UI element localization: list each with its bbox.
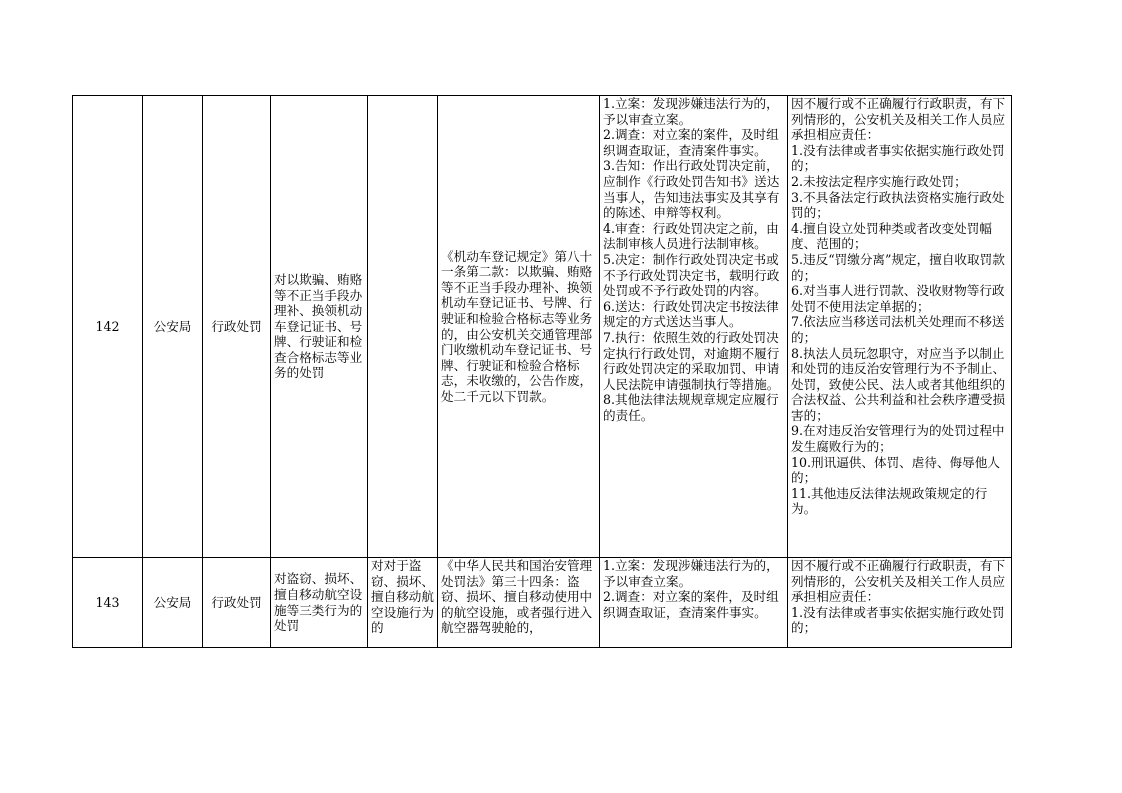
liability-item: 1.没有法律或者事实依据实施行政处罚的； (791, 142, 1005, 174)
liability-item: 4.擅自设立处罚种类或者改变处罚幅度、范围的； (791, 220, 992, 252)
sub-item-text: 对对于盗窃、损坏、擅自移动航空设施行为的 (371, 558, 434, 636)
process-step: 8.其他法律法规规章规定应履行的责任。 (603, 392, 779, 423)
liability-item: 8.执法人员玩忽职守，对应当予以制止和处罚的违反治安管理行为不予制止、处罚，致使公民、法人或者其他组织的合法权益、公共利益和社会秩序遭受损害的； (791, 345, 1006, 423)
legal-basis-text: 《中华人民共和国治安管理处罚法》第三十四条：盗窃、损坏、擅自移动使用中的航空设施，或者强行进入航空器驾驶舱的， (441, 558, 593, 636)
liability-item: 因不履行或不正确履行行政职责，有下列情形的，公安机关及相关工作人员应承担相应责任： (791, 558, 1006, 605)
process-step: 7.执行：依照生效的行政处罚决定执行行政处罚，对逾期不履行行政处罚决定的采取加罚、申请人民法院申请强制执行等措施。 (603, 329, 780, 392)
sub-item-cell (368, 558, 438, 648)
process-cell (600, 96, 788, 558)
process-step: 3.告知：作出行政处罚决定前，应制作《行政处罚告知书》送达当事人，告知违法事实及其享有的陈述、申辩等权利。 (603, 158, 780, 221)
table-row (73, 558, 1012, 648)
responsibility-table (72, 95, 1012, 648)
liability-item: 1.没有法律或者事实依据实施行政处罚的； (791, 604, 1005, 636)
liability-item: 6.对当事人进行罚款、没收财物等行政处罚不使用法定单据的； (791, 283, 1005, 314)
process-step: 5.决定：制作行政处罚决定书或不予行政处罚决定书，载明行政处罚或不予行政处罚的内容。 (603, 251, 780, 299)
process-step: 2.调查：对立案的案件，及时组织调查取证，查清案件事实。 (603, 127, 779, 158)
table-row (73, 96, 1012, 558)
legal-basis-cell: 《机动车登记规定》第八十一条第二款：以欺骗、贿赂等不正当手段办理补、换领机动车登记证书、号牌、行驶证和检验合格标志等业务的，由公安机关交通管理部门收缴机动车登记证书、号牌、行驶证和检验合格标志，未收缴的，公告作废，处二千元以下罚款。 (438, 96, 600, 558)
power-type-cell: 行政处罚 (203, 96, 271, 558)
liability-cell (788, 96, 1012, 558)
liability-cell (788, 558, 1012, 648)
liability-item: 7.依法应当移送司法机关处理而不移送的； (791, 314, 1005, 345)
legal-basis-cell (438, 558, 600, 648)
item-name-cell: 对以欺骗、贿赂等不正当手段办理补、换领机动车登记证书、号牌、行驶证和检查合格标志等业务的处罚 (271, 96, 368, 558)
sub-item-cell (368, 96, 438, 558)
process-step: 6.送达：行政处罚决定书按法律规定的方式送达当事人。 (603, 298, 779, 330)
liability-item: 9.在对违反治安管理行为的处罚过程中发生腐败行为的； (791, 423, 1005, 455)
department-cell: 公安局 (143, 558, 203, 648)
liability-item: 10.刑讯逼供、体罚、虐待、侮辱他人的； (791, 454, 1000, 486)
row-number: 142 (73, 96, 143, 558)
liability-item: 11.其他违反法律法规政策规定的行为。 (791, 485, 988, 517)
power-type-cell: 行政处罚 (203, 558, 271, 648)
liability-item: 3.不具备法定行政执法资格实施行政处罚的； (791, 189, 1005, 221)
process-cell (600, 558, 788, 648)
department-cell: 公安局 (143, 96, 203, 558)
liability-item: 5.违反“罚缴分离”规定，擅自收取罚款的； (791, 251, 1005, 283)
row-number: 143 (73, 558, 143, 648)
process-step: 4.审查：行政处罚决定之前，由法制审核人员进行法制审核。 (603, 220, 779, 252)
process-step: 1.立案：发现涉嫌违法行为的，予以审查立案。 (603, 96, 779, 127)
process-step: 2.调查：对立案的案件，及时组织调查取证，查清案件事实。 (603, 589, 779, 620)
process-step: 1.立案：发现涉嫌违法行为的，予以审查立案。 (603, 558, 779, 589)
liability-item: 2.未按法定程序实施行政处罚； (791, 173, 967, 189)
liability-item: 因不履行或不正确履行行政职责，有下列情形的，公安机关及相关工作人员应承担相应责任： (791, 96, 1006, 143)
item-name-cell: 对盗窃、损坏、擅自移动航空设施等三类行为的处罚 (271, 558, 368, 648)
